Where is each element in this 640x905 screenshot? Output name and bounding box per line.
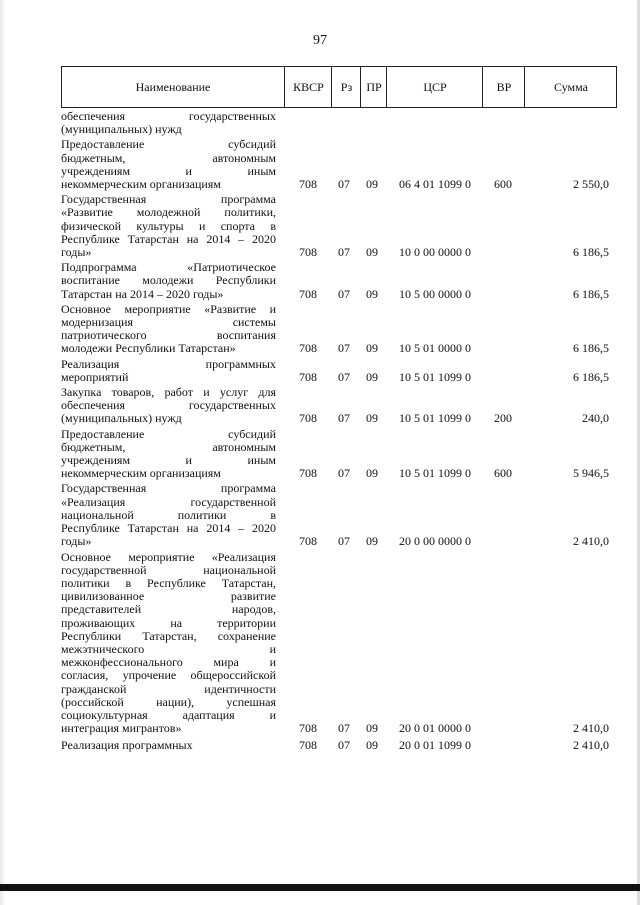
row-sum: 2 410,0: [573, 721, 609, 736]
table-body: [61, 108, 617, 753]
row-name-line: Предоставление субсидий: [61, 137, 276, 152]
row-kvsr: 708: [299, 721, 317, 736]
row-name-line: Государственная программа: [61, 192, 276, 207]
row-name-line: некоммерческим организациям: [61, 466, 221, 481]
row-name: [61, 482, 276, 548]
row-vr: 200: [494, 411, 512, 426]
row-name: [61, 739, 276, 752]
header-name: Наименование: [135, 79, 211, 94]
row-pr: 09: [366, 411, 378, 426]
row-name-line: Реализация программных: [61, 738, 193, 753]
scan-edge-left: [0, 0, 6, 905]
row-sum: 2 550,0: [573, 177, 609, 192]
row-rz: 07: [338, 369, 350, 384]
row-rz: 07: [338, 534, 350, 549]
row-kvsr: 708: [299, 245, 317, 260]
row-rz: 07: [338, 721, 350, 736]
row-csr: 20 0 01 0000 0: [399, 721, 471, 736]
table-row: [61, 138, 617, 191]
row-name-line: обеспечения государственных: [61, 398, 276, 413]
row-name-line: проживающих на территории: [61, 615, 276, 630]
row-name: [61, 358, 276, 384]
table-row: [61, 739, 617, 752]
row-name-line: Государственная программа: [61, 481, 276, 496]
header-vr: ВР: [482, 67, 525, 107]
row-vr: 600: [494, 177, 512, 192]
row-csr: 10 5 01 1099 0: [399, 411, 471, 426]
page-number: 97: [313, 33, 327, 48]
scan-edge-bottom: [0, 884, 640, 891]
row-kvsr: 708: [299, 411, 317, 426]
row-csr: 10 5 01 1099 0: [399, 466, 471, 481]
row-name-line: мероприятий: [61, 369, 129, 384]
row-name-line: Закупка товаров, работ и услуг для: [61, 385, 276, 400]
header-rz: Рз: [331, 67, 361, 107]
header-csr: ЦСР: [386, 67, 483, 107]
row-kvsr: 708: [299, 466, 317, 481]
row-name-line: воспитание молодежи Республики: [61, 273, 276, 288]
row-name-line: годы»: [61, 245, 92, 260]
header-kvsr: КВСР: [284, 67, 332, 107]
row-csr: 10 0 00 0000 0: [399, 245, 471, 260]
row-name-line: Основное мероприятие «Развитие и: [61, 301, 276, 316]
table-row: [61, 110, 617, 136]
row-sum: 2 410,0: [573, 534, 609, 549]
row-csr: 20 0 01 1099 0: [399, 738, 471, 753]
row-name: [61, 261, 276, 301]
row-pr: 09: [366, 369, 378, 384]
row-name-line: межэтнического и: [61, 641, 276, 656]
row-rz: 07: [338, 177, 350, 192]
table-row: [61, 428, 617, 481]
row-name: [61, 193, 276, 259]
table-row: [61, 261, 617, 301]
row-name-line: цивилизованное развитие: [61, 589, 276, 604]
row-csr: 10 5 01 0000 0: [399, 341, 471, 356]
table-row: [61, 358, 617, 384]
header-sum: Сумма: [524, 67, 617, 107]
row-name: [61, 551, 276, 736]
row-csr: 06 4 01 1099 0: [399, 177, 471, 192]
row-name-line: государственной национальной: [61, 562, 276, 577]
row-name-line: Реализация программных: [61, 356, 276, 371]
row-kvsr: 708: [299, 534, 317, 549]
header-pr: ПР: [360, 67, 387, 107]
row-name-line: патриотического воспитания: [61, 328, 276, 343]
row-name-line: учреждениям и иным: [61, 163, 276, 178]
row-sum: 6 186,5: [573, 245, 609, 260]
row-pr: 09: [366, 341, 378, 356]
table-row: [61, 551, 617, 736]
row-pr: 09: [366, 177, 378, 192]
row-sum: 6 186,5: [573, 369, 609, 384]
row-name: [61, 303, 276, 356]
row-sum: 6 186,5: [573, 286, 609, 301]
row-name-line: (муниципальных) нужд: [61, 122, 182, 137]
row-name-line: представителей народов,: [61, 602, 276, 617]
row-kvsr: 708: [299, 341, 317, 356]
row-csr: 10 5 01 1099 0: [399, 369, 471, 384]
row-pr: 09: [366, 466, 378, 481]
row-name-line: обеспечения государственных: [61, 109, 276, 123]
row-name-line: национальной политики в: [61, 507, 276, 522]
row-name-line: «Реализация государственной: [61, 494, 276, 509]
row-name-line: гражданской идентичности: [61, 681, 276, 696]
row-sum: 6 186,5: [573, 341, 609, 356]
row-rz: 07: [338, 738, 350, 753]
row-name-line: бюджетным, автономным: [61, 439, 276, 454]
row-sum: 5 946,5: [573, 466, 609, 481]
row-name-line: межконфессионального мира и: [61, 655, 276, 670]
row-vr: 600: [494, 466, 512, 481]
row-name-line: бюджетным, автономным: [61, 150, 276, 165]
row-kvsr: 708: [299, 177, 317, 192]
row-csr: 20 0 00 0000 0: [399, 534, 471, 549]
row-rz: 07: [338, 341, 350, 356]
table-row: [61, 386, 617, 426]
row-name-line: модернизация системы: [61, 315, 276, 330]
row-name-line: Предоставление субсидий: [61, 426, 276, 441]
row-kvsr: 708: [299, 286, 317, 301]
row-name-line: (муниципальных) нужд: [61, 411, 182, 426]
table-header: [61, 66, 617, 108]
row-rz: 07: [338, 411, 350, 426]
table-row: [61, 482, 617, 548]
row-kvsr: 708: [299, 738, 317, 753]
row-name-line: физической культуры и спорта в: [61, 218, 276, 233]
row-name-line: (российской нации), успешная: [61, 694, 276, 709]
row-rz: 07: [338, 286, 350, 301]
row-name: [61, 428, 276, 481]
row-name-line: Республике Татарстан на 2014 – 2020: [61, 521, 276, 536]
table-row: [61, 193, 617, 259]
row-name-line: интеграция мигрантов»: [61, 721, 182, 736]
row-name-line: политики в Республике Татарстан,: [61, 575, 276, 590]
row-rz: 07: [338, 245, 350, 260]
row-pr: 09: [366, 245, 378, 260]
row-name-line: Татарстан на 2014 – 2020 годы»: [61, 286, 224, 301]
row-name: [61, 138, 276, 191]
row-pr: 09: [366, 738, 378, 753]
table-row: [61, 303, 617, 356]
row-sum: 2 410,0: [573, 738, 609, 753]
row-name-line: годы»: [61, 534, 92, 549]
row-name-line: «Развитие молодежной политики,: [61, 205, 276, 220]
row-name-line: молодежи Республики Татарстан»: [61, 341, 236, 356]
row-name-line: согласия, упрочение общероссийской: [61, 668, 276, 683]
row-name: [61, 386, 276, 426]
row-name-line: Подпрограмма «Патриотическое: [61, 260, 276, 275]
row-name-line: Основное мероприятие «Реализация: [61, 549, 276, 564]
row-pr: 09: [366, 286, 378, 301]
row-pr: 09: [366, 534, 378, 549]
row-name-line: социокультурная адаптация и: [61, 707, 276, 722]
row-name-line: Республике Татарстан на 2014 – 2020: [61, 231, 276, 246]
row-sum: 240,0: [582, 411, 609, 426]
row-pr: 09: [366, 721, 378, 736]
row-csr: 10 5 00 0000 0: [399, 286, 471, 301]
row-kvsr: 708: [299, 369, 317, 384]
row-name-line: некоммерческим организациям: [61, 177, 221, 192]
row-name-line: Республики Татарстан, сохранение: [61, 628, 276, 643]
row-name: [61, 110, 276, 136]
row-rz: 07: [338, 466, 350, 481]
row-name-line: учреждениям и иным: [61, 453, 276, 468]
